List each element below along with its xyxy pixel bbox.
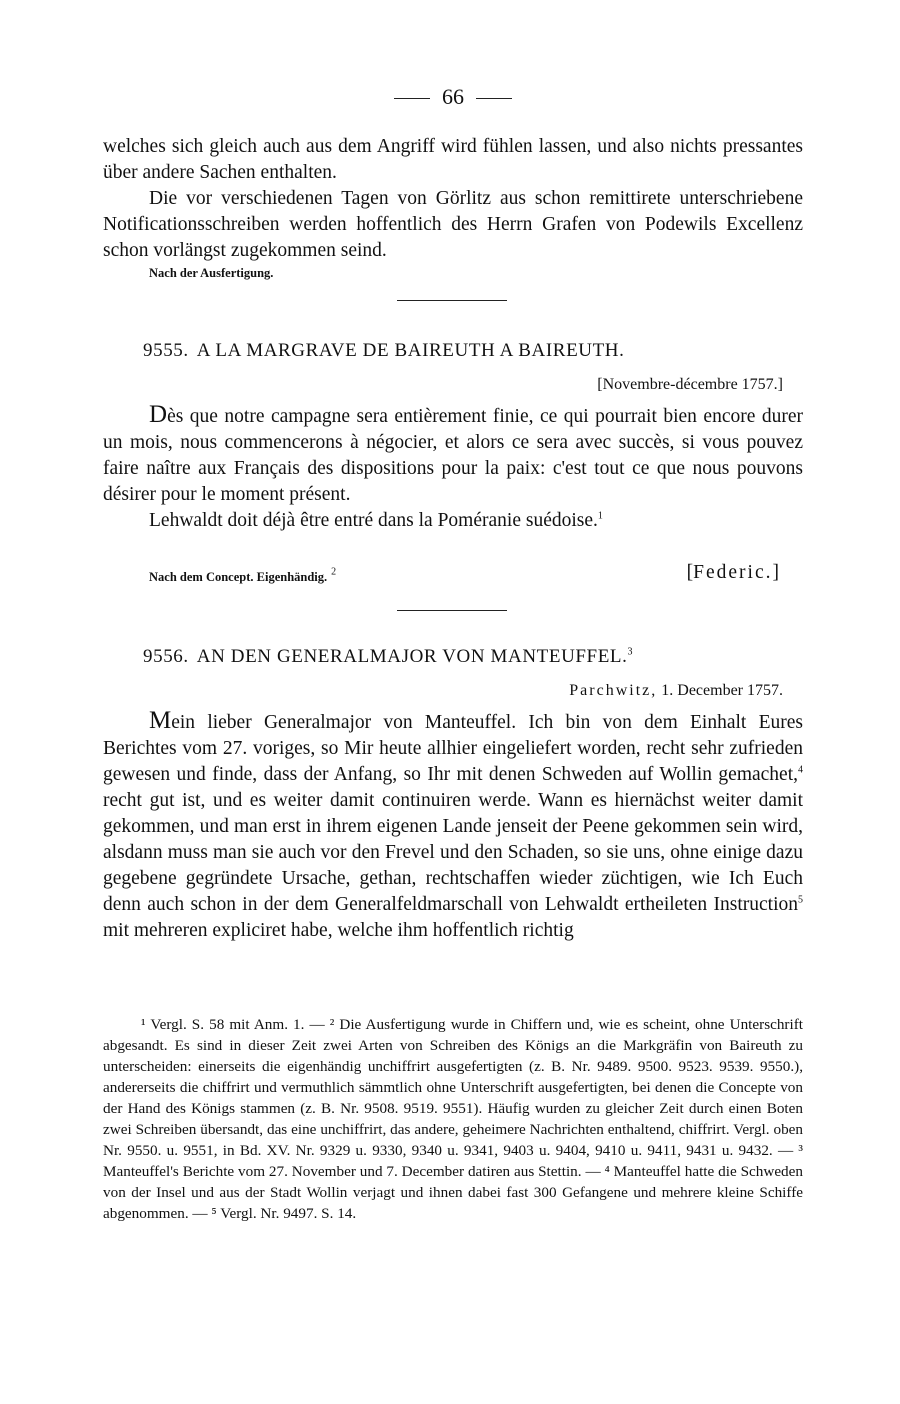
section-divider — [397, 610, 507, 611]
signature-name: Federic. — [693, 562, 773, 583]
letter-9555-signature — [687, 562, 779, 584]
continuation-paragraph-1: welches sich gleich auch aus dem Angriff wird fühlen lassen, und also nichts pressantes über andere Sachen enthalten. — [103, 136, 803, 183]
letter-9556-title: AN DEN GENERALMAJOR VON MANTEUFFEL. — [196, 646, 628, 667]
page-number: 66 — [442, 84, 464, 109]
footnotes — [103, 1014, 803, 1224]
letter-9555-signature-line — [149, 562, 779, 586]
letter-9555-paragraph-2 — [103, 508, 803, 534]
letter-9556-text-c: mit mehreren expliciret habe, welche ihm hoffentlich richtig — [103, 920, 574, 941]
letter-9555-number: 9555. — [143, 340, 189, 361]
letter-9555-body — [103, 402, 803, 534]
letter-9556-text-b: recht gut ist, und es weiter damit continuiren werde. Wann es hiernächst weiter damit gekommen, und man erst in ihrem eigenen Lande jenseit der Peene gekommen sein wird, alsdann muss man sie auch vor den Frevel und den Schaden, so sie uns, ohne einige dazu gegebene gegründete Ursache, gethan, rechtschaffen wieder züchtigen, wie Ich Euch denn auch schon in der dem Generalfeldmarschall von Lehwaldt ertheileten Instruction — [103, 790, 803, 915]
continuation-paragraph-2: Die vor verschiedenen Tagen von Görlitz aus schon remittirete unterschriebene Notificationsschreiben werden hoffentlich des Herrn Grafen von Podewils Excellenz schon vorlängst zugekommen seind. — [103, 188, 803, 261]
continuation-section — [103, 134, 803, 282]
continuation-source-note: Nach der Ausfertigung. — [149, 266, 274, 280]
header-dash-left — [394, 98, 430, 99]
letter-9556-text-a: Mein lieber Generalmajor von Manteuffel. Ich bin von dem Einhalt Eures Berichtes vom 27. voriges, so Mir heute allhier eingeliefert worden, recht sehr zufrieden gewesen und finde, dass der Anfang, so Ihr mit denen Schweden auf Wollin gemachet, — [103, 707, 803, 785]
footnote-ref-1: 1 — [597, 510, 603, 522]
letter-9556-place: Parchwitz, — [569, 682, 658, 699]
letter-9556-heading — [143, 646, 823, 668]
letter-9556-date — [569, 682, 783, 700]
letter-9556-number: 9556. — [143, 646, 189, 667]
footnote-ref-5: 5 — [798, 894, 803, 906]
footnotes-text: ¹ Vergl. S. 58 mit Anm. 1. — ² Die Ausfertigung wurde in Chiffern und, wie es scheint, ohne Unterschrift abgesandt. Es sind in dieser Zeit zwei Arten von Schreiben des Königs an die Markgräfin von Baireuth zu unterscheiden: einerseits die eigenhändig unchiffrirt ausgefertigten (z. B. Nr. 9489. 9500. 9523. 9539. 9550.), andererseits die chiffrirt und vermuthlich sämmtlich ohne Unterschrift ausgefertigten, bei denen die Concepte von der Hand des Königs stammen (z. B. Nr. 9508. 9519. 9551). Häufig wurden zu gleicher Zeit durch einen Boten zwei Schreiben übersandt, das eine unchiffrirt, das andere, geheimere Nachrichten enthaltend, chiffrirt. Vergl. oben Nr. 9550. u. 9551, in Bd. XV. Nr. 9329 u. 9330, 9340 u. 9341, 9403 u. 9404, 9410 u. 9411, 9431 u. 9432. — ³ Manteuffel's Berichte vom 27. November und 7. December datiren aus Stettin. — ⁴ Manteuffel hatte die Schweden von der Insel und aus der Stadt Wollin verjagt und ihnen dabei fast 300 Gefangene und mehrere kleine Schiffe abgenommen. — ⁵ Vergl. Nr. 9497. S. 14. — [103, 1016, 803, 1222]
page-header — [103, 84, 803, 110]
letter-9555-title: A LA MARGRAVE DE BAIREUTH A BAIREUTH. — [196, 340, 625, 361]
section-divider — [397, 300, 507, 301]
letter-9555-source-note: Nach dem Concept. Eigenhändig. — [149, 570, 328, 584]
signature-bracket-open: [ — [686, 562, 694, 583]
header-dash-right — [476, 98, 512, 99]
letter-9556-paragraph-1 — [103, 708, 803, 944]
footnote-ref-2: 2 — [331, 566, 337, 578]
letter-9555-heading — [143, 340, 823, 362]
letter-9556-date-rest: 1. December 1757. — [661, 682, 783, 699]
letter-9556-body — [103, 708, 803, 944]
letter-9555-date: [Novembre-décembre 1757.] — [597, 376, 783, 393]
letter-9555-paragraph-1: Dès que notre campagne sera entièrement finie, ce qui pourrait bien encore durer un mois, nous commencerons à négocier, et alors ce sera avec succès, si vous pouvez faire naître aux Français des dispositions pour la paix: c'est tout ce que nous pouvons désirer pour le moment présent. — [103, 401, 803, 505]
footnote-ref-3: 3 — [627, 646, 634, 658]
signature-bracket-close: ] — [772, 562, 779, 583]
footnote-ref-4: 4 — [798, 764, 803, 776]
letter-9555-paragraph-2-text: Lehwaldt doit déjà être entré dans la Poméranie suédoise. — [149, 510, 598, 531]
